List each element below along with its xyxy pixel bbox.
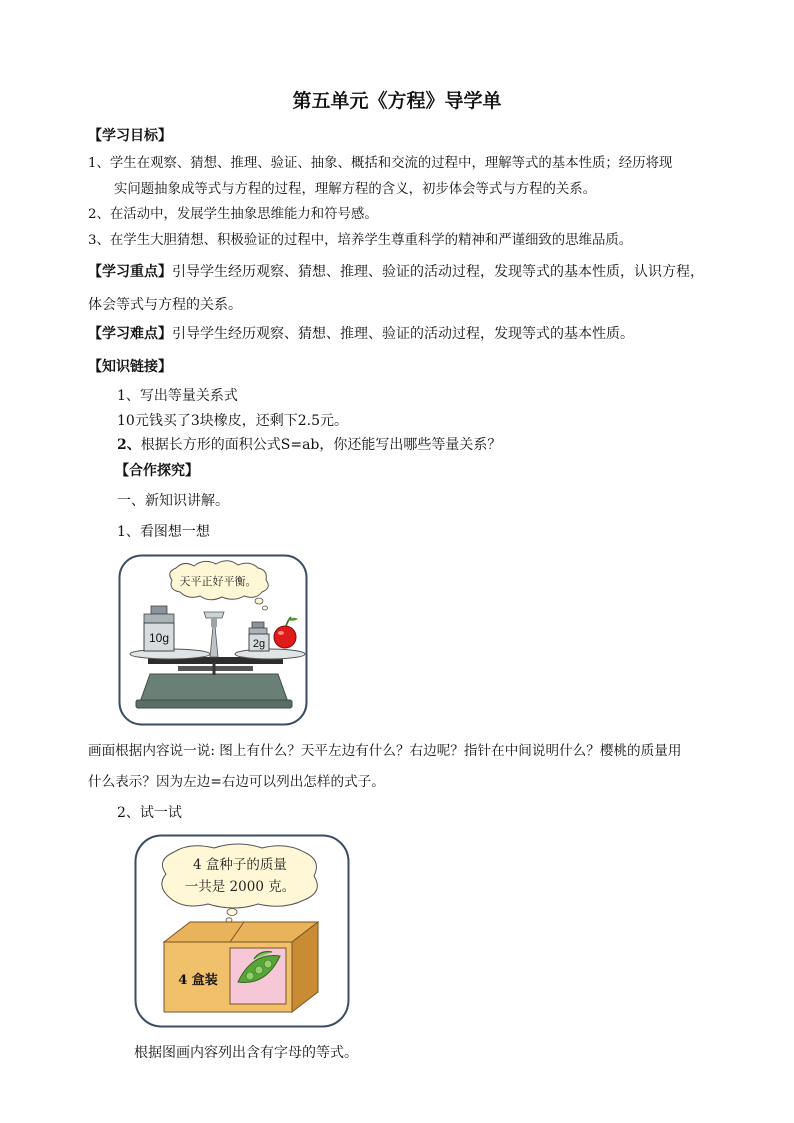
goals-heading: 【学习目标】	[88, 128, 172, 144]
bubble-line-1: 4 盒种子的质量	[193, 857, 287, 873]
difficulty	[88, 324, 634, 344]
difficulty-text: 引导学生经历观察、猜想、推理、验证的活动过程，发现等式的基本性质。	[172, 326, 634, 342]
weight-left-label: 10g	[148, 631, 170, 645]
link-item-2	[117, 435, 501, 455]
explore-heading: 【合作探究】	[115, 463, 199, 479]
key-point-text: 引导学生经历观察、猜想、推理、验证的活动过程，发现等式的基本性质，认识方程，	[172, 264, 704, 280]
page-title: 第五单元《方程》导学单	[292, 90, 502, 112]
explore-sub-1: 1、看图想一想	[117, 524, 210, 540]
goal-item-2: 2、在活动中，发展学生抽象思维能力和符号感。	[88, 207, 378, 222]
link-item-1-example: 10元钱买了3块橡皮，还剩下2.5元。	[117, 413, 348, 429]
goal-item-1-cont: 实问题抽象成等式与方程的过程，理解方程的含义，初步体会等式与方程的关系。	[114, 182, 597, 197]
question-2: 根据图画内容列出含有字母的等式。	[134, 1045, 358, 1061]
balance-scale-figure	[118, 554, 308, 726]
link-item-2-text: 根据长方形的面积公式S=ab，你还能写出哪些等量关系？	[140, 437, 502, 453]
seed-box-figure	[134, 834, 350, 1028]
explore-section: 一、新知识讲解。	[117, 493, 229, 509]
difficulty-label: 【学习难点】	[88, 326, 172, 342]
goal-item-1: 1、学生在观察、猜想、推理、验证、抽象、概括和交流的过程中，理解等式的基本性质；经历将现	[88, 156, 673, 171]
question-1: 画面根据内容说一说: 图上有什么？天平左边有什么？右边呢？指针在中间说明什么？樱桃的质量用	[88, 743, 682, 759]
bubble-text: 天平正好平衡。	[179, 575, 257, 588]
link-item-1: 1、写出等量关系式	[117, 388, 238, 404]
key-point-cont: 体会等式与方程的关系。	[88, 297, 242, 313]
explore-sub-2: 2、试一试	[117, 805, 182, 821]
question-1-cont: 什么表示？因为左边=右边可以列出怎样的式子。	[88, 774, 385, 790]
box-label: 4 盒装	[178, 973, 218, 988]
link-item-2-number: 2、	[117, 437, 141, 453]
goal-item-3: 3、在学生大胆猜想、积极验证的过程中，培养学生尊重科学的精神和严谨细致的思维品质。	[88, 233, 633, 248]
seed-box-icon	[164, 922, 318, 1012]
key-point-label: 【学习重点】	[88, 264, 172, 280]
link-heading: 【知识链接】	[88, 359, 172, 375]
bubble-line-2: 一共是 2000 克。	[184, 879, 296, 895]
key-point	[88, 262, 704, 282]
weight-right-label: 2g	[252, 638, 266, 650]
